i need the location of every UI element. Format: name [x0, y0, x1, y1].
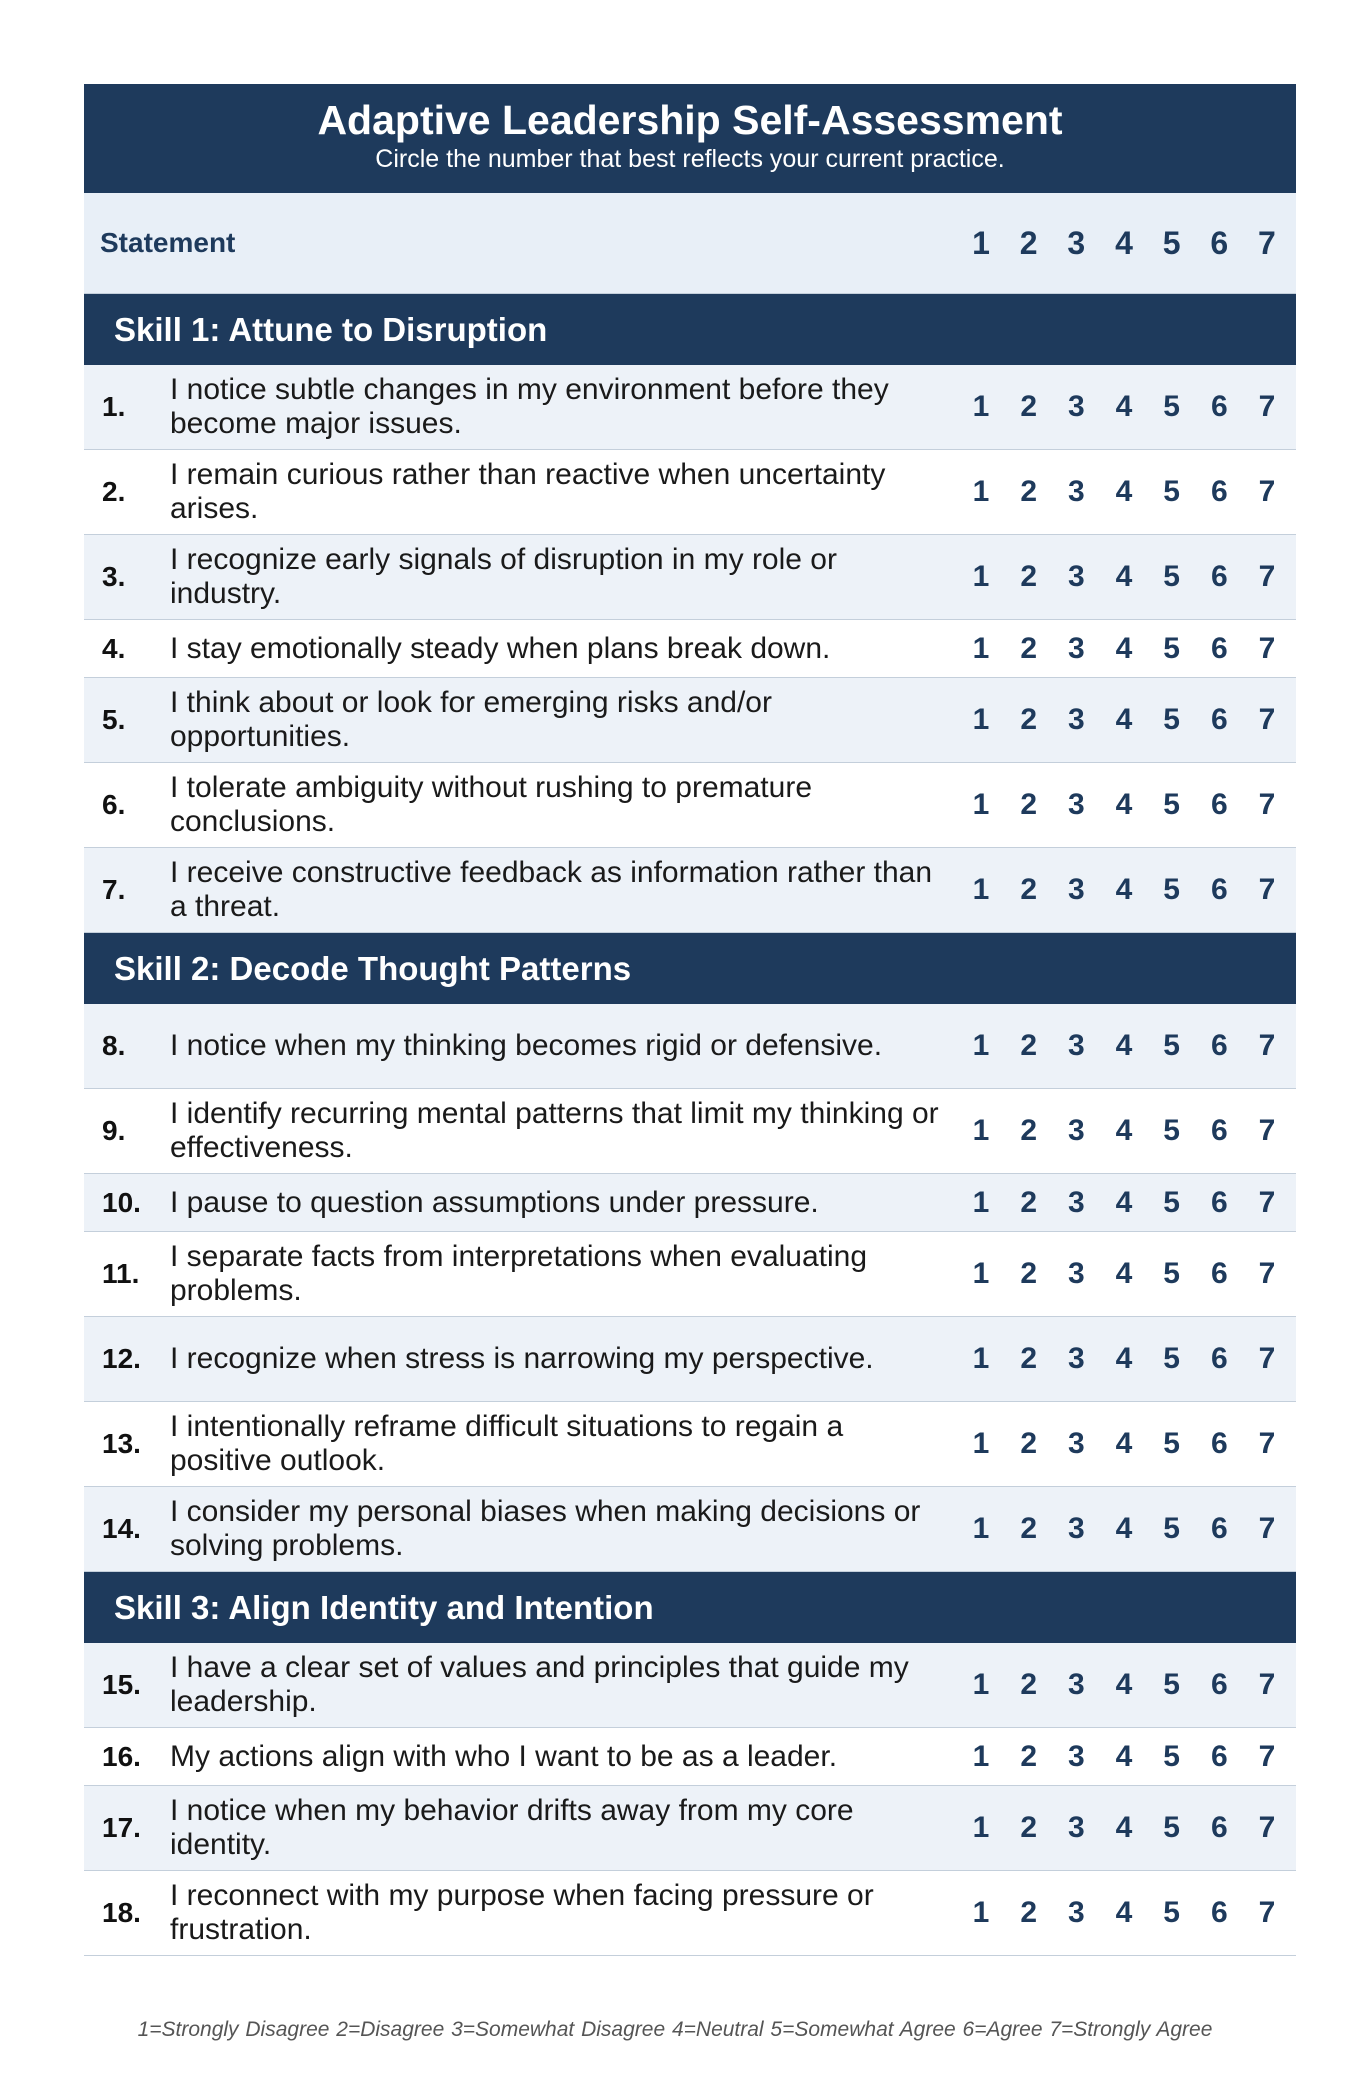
rating-option[interactable]: 2: [1020, 560, 1037, 593]
rating-option[interactable]: 6: [1210, 1257, 1228, 1290]
statement-text: I notice when my thinking becomes rigid or defensive.: [170, 1029, 883, 1062]
statement-number: 4.: [102, 632, 126, 664]
rating-option[interactable]: 1: [972, 1427, 990, 1460]
rating-scale: [966, 1427, 1282, 1461]
rating-option[interactable]: 7: [1258, 1512, 1276, 1545]
rating-option[interactable]: 2: [1020, 475, 1037, 508]
rating-option[interactable]: 7: [1258, 1427, 1276, 1460]
statement-number: 12.: [102, 1343, 141, 1374]
rating-option[interactable]: 1: [972, 1811, 990, 1844]
rating-option[interactable]: 1: [972, 1257, 990, 1290]
rating-option[interactable]: 6: [1210, 1427, 1228, 1460]
sections-container: [84, 294, 1296, 1956]
rating-scale: [966, 1029, 1282, 1063]
statement-number: 14.: [102, 1513, 141, 1544]
rating-option[interactable]: 5: [1163, 1512, 1180, 1545]
rating-option[interactable]: 5: [1163, 1342, 1180, 1375]
rating-option[interactable]: 2: [1020, 788, 1037, 821]
rating-option[interactable]: 2: [1020, 1427, 1037, 1460]
statement-number: 10.: [102, 1186, 141, 1218]
statement-row: [84, 678, 1296, 763]
rating-option[interactable]: 2: [1020, 1257, 1037, 1290]
rating-option[interactable]: 6: [1210, 1668, 1228, 1701]
statement-column-header: Statement: [100, 227, 236, 258]
title-bar: [84, 84, 1296, 193]
rating-option[interactable]: 2: [1020, 631, 1037, 665]
rating-option[interactable]: 2: [1020, 390, 1037, 423]
rating-option[interactable]: 5: [1163, 631, 1180, 665]
statement-number: 3.: [102, 561, 126, 592]
statement-text: I recognize when stress is narrowing my perspective.: [170, 1342, 874, 1375]
rating-option[interactable]: 1: [972, 1342, 990, 1375]
rating-option[interactable]: 5: [1163, 1668, 1180, 1701]
rating-option[interactable]: 6: [1210, 390, 1228, 423]
rating-option[interactable]: 3: [1067, 1427, 1085, 1460]
rating-option[interactable]: 5: [1163, 1185, 1180, 1219]
rating-option[interactable]: 4: [1115, 475, 1133, 508]
rating-option[interactable]: 1: [972, 1029, 990, 1062]
statement-text: I receive constructive feedback as information rather than a threat.: [170, 856, 933, 923]
rating-scale: [966, 632, 1282, 666]
rating-option[interactable]: 1: [972, 475, 990, 508]
statement-row: [84, 365, 1296, 450]
statement-number: 11.: [102, 1258, 140, 1289]
rating-option[interactable]: 4: [1115, 631, 1133, 665]
statement-row: [84, 620, 1296, 678]
statement-row: [84, 1089, 1296, 1174]
rating-option[interactable]: 4: [1115, 703, 1133, 736]
rating-option[interactable]: 1: [972, 631, 990, 665]
statement-text: I recognize early signals of disruption in my role or industry.: [170, 543, 837, 610]
rating-option[interactable]: 7: [1258, 631, 1276, 665]
statement-number: 17.: [102, 1812, 141, 1843]
rating-option[interactable]: 1: [972, 703, 990, 736]
statement-row: [84, 848, 1296, 933]
rating-option[interactable]: 1: [972, 1114, 990, 1147]
rating-option[interactable]: 6: [1210, 1739, 1228, 1773]
rating-option[interactable]: 6: [1210, 1811, 1228, 1844]
statement-text: I tolerate ambiguity without rushing to premature conclusions.: [170, 771, 812, 838]
statement-number: 16.: [102, 1740, 141, 1772]
rating-option[interactable]: 7: [1258, 1811, 1276, 1844]
rating-option[interactable]: 3: [1067, 1896, 1085, 1929]
rating-scale: [966, 788, 1282, 822]
rating-option[interactable]: 3: [1067, 1512, 1085, 1545]
rating-option[interactable]: 7: [1258, 1896, 1276, 1929]
rating-scale: [966, 1186, 1282, 1220]
rating-option[interactable]: 7: [1258, 560, 1276, 593]
statement-row: [84, 1232, 1296, 1317]
rating-option[interactable]: 4: [1115, 390, 1133, 423]
rating-legend: 1=Strongly Disagree 2=Disagree 3=Somewhat Disagree 4=Neutral 5=Somewhat Agree 6=Agree 7=Strongly Agree: [137, 2018, 1213, 2041]
statement-number: 6.: [102, 789, 126, 820]
rating-option[interactable]: 4: [1115, 1896, 1133, 1929]
rating-option[interactable]: 3: [1067, 1029, 1085, 1062]
rating-option[interactable]: 5: [1163, 1811, 1180, 1844]
statement-text: My actions align with who I want to be as a leader.: [170, 1739, 838, 1773]
statement-row: [84, 1643, 1296, 1728]
rating-option[interactable]: 4: [1115, 1342, 1133, 1375]
rating-option[interactable]: 4: [1115, 560, 1133, 593]
rating-option[interactable]: 1: [972, 390, 990, 423]
rating-option[interactable]: 4: [1115, 1512, 1133, 1545]
rating-option[interactable]: 6: [1210, 873, 1228, 906]
rating-option[interactable]: 3: [1067, 873, 1085, 906]
rating-scale: [966, 1896, 1282, 1930]
rating-scale: [966, 1740, 1282, 1774]
statement-number: 18.: [102, 1897, 141, 1928]
rating-option[interactable]: 6: [1210, 1185, 1228, 1219]
statement-number: 9.: [102, 1115, 126, 1146]
rating-option[interactable]: 3: [1067, 1342, 1085, 1375]
statement-text: I notice subtle changes in my environment before they become major issues.: [170, 373, 889, 440]
rating-option[interactable]: 2: [1020, 1668, 1037, 1701]
rating-option[interactable]: 3: [1067, 1739, 1085, 1773]
rating-option[interactable]: 2: [1020, 1114, 1037, 1147]
rating-option[interactable]: 4: [1115, 1114, 1133, 1147]
statement-number: 1.: [102, 391, 126, 422]
rating-option[interactable]: 1: [972, 1739, 990, 1773]
statement-text: I consider my personal biases when making decisions or solving problems.: [170, 1495, 921, 1562]
rating-option[interactable]: 1: [972, 1896, 990, 1929]
page-subtitle: Circle the number that best reflects your current practice.: [375, 145, 1005, 173]
column-header-row: [84, 193, 1296, 294]
statement-text: I separate facts from interpretations when evaluating problems.: [170, 1240, 868, 1307]
rating-option[interactable]: 3: [1067, 1185, 1085, 1219]
statement-row: [84, 1317, 1296, 1402]
rating-option[interactable]: 1: [972, 1185, 990, 1219]
rating-option[interactable]: 1: [972, 560, 990, 593]
rating-option[interactable]: 3: [1067, 475, 1085, 508]
rating-option[interactable]: 5: [1163, 1257, 1180, 1290]
statement-number: 2.: [102, 476, 126, 507]
rating-option[interactable]: 7: [1258, 703, 1276, 736]
scale-header-value: 2: [1019, 224, 1038, 261]
rating-option[interactable]: 6: [1210, 1896, 1228, 1929]
rating-scale: [966, 1342, 1282, 1376]
statement-row: [84, 1402, 1296, 1487]
rating-option[interactable]: 7: [1258, 390, 1276, 423]
rating-option[interactable]: 5: [1163, 873, 1180, 906]
rating-option[interactable]: 5: [1163, 560, 1180, 593]
scale-header-value: 1: [972, 224, 990, 261]
statement-row: [84, 1174, 1296, 1232]
statement-row: [84, 1728, 1296, 1786]
rating-option[interactable]: 3: [1067, 631, 1085, 665]
rating-option[interactable]: 3: [1067, 560, 1085, 593]
rating-option[interactable]: 1: [972, 1512, 990, 1545]
rating-option[interactable]: 6: [1210, 1512, 1228, 1545]
rating-option[interactable]: 3: [1067, 1811, 1085, 1844]
rating-option[interactable]: 4: [1115, 1811, 1133, 1844]
scale-header-value: 6: [1210, 224, 1229, 261]
statement-number: 15.: [102, 1669, 141, 1700]
rating-option[interactable]: 7: [1258, 788, 1276, 821]
rating-option[interactable]: 6: [1210, 1342, 1228, 1375]
rating-option[interactable]: 7: [1258, 1114, 1276, 1147]
rating-option[interactable]: 6: [1210, 1029, 1228, 1062]
rating-option[interactable]: 6: [1210, 560, 1228, 593]
statement-text: I have a clear set of values and principles that guide my leadership.: [170, 1651, 909, 1718]
rating-option[interactable]: 5: [1163, 703, 1180, 736]
rating-option[interactable]: 7: [1258, 1342, 1276, 1375]
statement-row: [84, 450, 1296, 535]
rating-option[interactable]: 5: [1163, 788, 1180, 821]
statement-row: [84, 763, 1296, 848]
rating-option[interactable]: 3: [1067, 1114, 1085, 1147]
rating-option[interactable]: 6: [1210, 703, 1228, 736]
section-header: Skill 1: Attune to Disruption: [84, 294, 1296, 365]
rating-option[interactable]: 3: [1067, 1257, 1085, 1290]
statement-text: I notice when my behavior drifts away from my core identity.: [170, 1794, 854, 1861]
rating-option[interactable]: 4: [1115, 1739, 1133, 1773]
rating-option[interactable]: 5: [1163, 1896, 1180, 1929]
rating-option[interactable]: 4: [1115, 1029, 1133, 1062]
statement-number: 8.: [102, 1030, 126, 1061]
statement-row: [84, 1004, 1296, 1089]
rating-scale: [966, 703, 1282, 737]
statement-row: [84, 1487, 1296, 1572]
statement-number: 5.: [102, 704, 126, 735]
scale-header-value: 5: [1162, 224, 1181, 261]
statement-text: I remain curious rather than reactive when uncertainty arises.: [170, 458, 886, 525]
rating-option[interactable]: 4: [1115, 1185, 1133, 1219]
scale-header: [966, 225, 1282, 262]
rating-option[interactable]: 3: [1067, 1668, 1085, 1701]
rating-scale: [966, 560, 1282, 594]
rating-option[interactable]: 5: [1163, 1029, 1180, 1062]
rating-option[interactable]: 4: [1115, 1668, 1133, 1701]
statement-text: I identify recurring mental patterns that limit my thinking or effectiveness.: [170, 1097, 939, 1164]
section-header: Skill 2: Decode Thought Patterns: [84, 933, 1296, 1004]
rating-option[interactable]: 7: [1258, 1257, 1276, 1290]
scale-header-value: 7: [1258, 224, 1276, 261]
rating-option[interactable]: 2: [1020, 1342, 1037, 1375]
rating-option[interactable]: 5: [1163, 1114, 1180, 1147]
assessment-sheet: [84, 84, 1296, 1956]
statement-number: 13.: [102, 1428, 141, 1459]
rating-option[interactable]: 6: [1210, 1114, 1228, 1147]
rating-option[interactable]: 2: [1020, 873, 1037, 906]
statement-row: [84, 1871, 1296, 1956]
rating-option[interactable]: 4: [1115, 1427, 1133, 1460]
rating-option[interactable]: 2: [1020, 1029, 1037, 1062]
statement-text: I intentionally reframe difficult situations to regain a positive outlook.: [170, 1410, 844, 1477]
rating-option[interactable]: 7: [1258, 1668, 1276, 1701]
rating-scale: [966, 1512, 1282, 1546]
statement-text: I reconnect with my purpose when facing pressure or frustration.: [170, 1879, 874, 1946]
rating-option[interactable]: 3: [1067, 788, 1085, 821]
rating-option[interactable]: 5: [1163, 475, 1180, 508]
rating-option[interactable]: 1: [972, 873, 990, 906]
rating-scale: [966, 1257, 1282, 1291]
rating-option[interactable]: 7: [1258, 873, 1276, 906]
rating-option[interactable]: 1: [972, 1668, 990, 1701]
page-title: Adaptive Leadership Self-Assessment: [317, 97, 1063, 143]
rating-option[interactable]: 6: [1210, 631, 1228, 665]
rating-scale: [966, 475, 1282, 509]
statement-row: [84, 535, 1296, 620]
rating-scale: [966, 1811, 1282, 1845]
rating-option[interactable]: 4: [1115, 788, 1133, 821]
statement-text: I think about or look for emerging risks and/or opportunities.: [170, 686, 772, 753]
rating-option[interactable]: 4: [1115, 873, 1133, 906]
rating-option[interactable]: 4: [1115, 1257, 1133, 1290]
statement-row: [84, 1786, 1296, 1871]
rating-option[interactable]: 2: [1020, 1185, 1037, 1219]
rating-option[interactable]: 5: [1163, 390, 1180, 423]
scale-header-value: 4: [1115, 224, 1133, 261]
rating-option[interactable]: 6: [1210, 788, 1228, 821]
rating-option[interactable]: 2: [1020, 1512, 1037, 1545]
section-header: Skill 3: Align Identity and Intention: [84, 1572, 1296, 1643]
statement-text: I pause to question assumptions under pressure.: [170, 1185, 819, 1219]
rating-scale: [966, 390, 1282, 424]
statement-number: 7.: [102, 874, 126, 905]
rating-option[interactable]: 7: [1258, 1185, 1276, 1219]
rating-option[interactable]: 7: [1258, 1029, 1276, 1062]
rating-option[interactable]: 5: [1163, 1739, 1180, 1773]
rating-option[interactable]: 3: [1067, 390, 1085, 423]
rating-option[interactable]: 7: [1258, 1739, 1276, 1773]
rating-option[interactable]: 2: [1020, 1811, 1037, 1844]
rating-option[interactable]: 6: [1210, 475, 1228, 508]
rating-scale: [966, 1668, 1282, 1702]
scale-header-value: 3: [1067, 224, 1086, 261]
rating-option[interactable]: 1: [972, 788, 990, 821]
rating-option[interactable]: 2: [1020, 1896, 1037, 1929]
rating-option[interactable]: 2: [1020, 703, 1037, 736]
rating-option[interactable]: 5: [1163, 1427, 1180, 1460]
rating-option[interactable]: 2: [1020, 1739, 1037, 1773]
rating-option[interactable]: 7: [1258, 475, 1276, 508]
rating-scale: [966, 1114, 1282, 1148]
rating-option[interactable]: 3: [1067, 703, 1085, 736]
statement-text: I stay emotionally steady when plans break down.: [170, 631, 831, 665]
rating-scale: [966, 873, 1282, 907]
